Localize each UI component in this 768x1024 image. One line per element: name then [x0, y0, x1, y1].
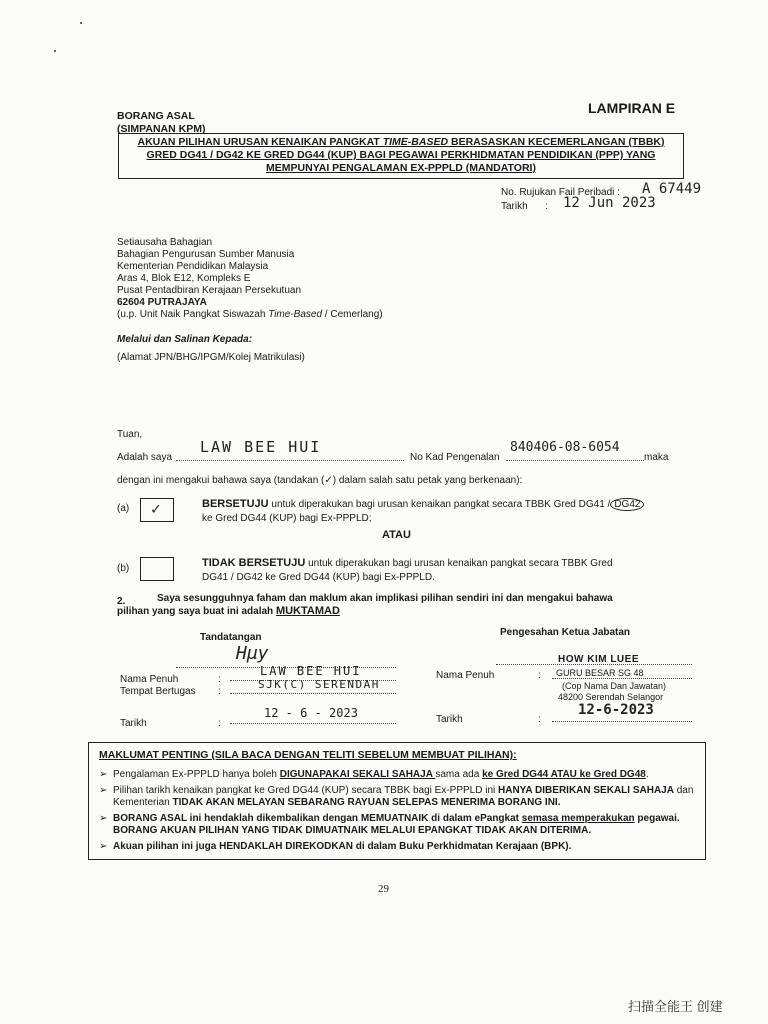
title-part: BERASASKAN KECEMERLANGAN (TBBK)	[448, 136, 665, 148]
name-field-line	[176, 460, 404, 461]
tempat-bertugas-label: Tempat Bertugas	[120, 686, 196, 697]
form-title-line3: MEMPUNYAI PENGALAMAN EX-PPPLD (MANDATORI)	[266, 162, 536, 174]
muktamad: MUKTAMAD	[275, 605, 340, 617]
stamp-address: 48200 Serendah Selangor	[558, 692, 664, 702]
point-2-part: pilihan yang saya buat ini adalah	[117, 606, 276, 617]
check-mark: ✓	[151, 499, 161, 518]
tidak-bersetuju-label: TIDAK BERSETUJU	[202, 557, 306, 569]
page-number: 29	[378, 883, 389, 895]
b1-part: Pengalaman Ex-PPPLD hanya boleh	[113, 769, 280, 780]
nama-penuh-label: Nama Penuh	[120, 674, 179, 685]
tarikh-line-left	[230, 723, 396, 724]
melalui-text: (Alamat JPN/BHG/IPGM/Kolej Matrikulasi)	[117, 352, 305, 363]
b1-bold: ke Gred DG44 ATAU ke Gred DG48	[482, 769, 646, 780]
date-sep: :	[545, 201, 548, 212]
option-a-label: (a)	[117, 503, 130, 514]
kj-nama-label: Nama Penuh	[436, 670, 495, 681]
b3-part: pegawai. BORANG AKUAN PILIHAN YANG TIDAK DIMUATNAIK MELALUI EPANGKAT TIDAK AKAN DITERIMA.	[113, 813, 680, 836]
colon: :	[218, 718, 221, 729]
option-b-line2: DG41 / DG42 ke Gred DG44 (KUP) bagi Ex-PPPLD.	[202, 572, 435, 583]
address-line: Bahagian Pengurusan Sumber Manusia	[117, 249, 295, 260]
b1-part: .	[645, 769, 649, 780]
kj-name-line	[552, 678, 692, 679]
address-line: Setiausaha Bahagian	[117, 237, 213, 248]
option-a-checkbox[interactable]	[140, 498, 174, 522]
b2-bold: TIDAK AKAN MELAYAN SEBARANG RAYUAN SELEPAS MENERIMA BORANG INI.	[172, 797, 561, 808]
option-b-label: (b)	[117, 563, 130, 574]
tempat-line	[230, 693, 396, 694]
ref-label: No. Rujukan Fail Peribadi :	[501, 187, 620, 198]
title-part: AKUAN PILIHAN URUSAN KENAIKAN PANGKAT	[137, 136, 383, 148]
info-heading: MAKLUMAT PENTING (SILA BACA DENGAN TELITI SEBELUM MEMBUAT PILIHAN):	[99, 749, 517, 761]
ic-field-line	[506, 460, 644, 461]
b1-part: sama ada	[435, 769, 483, 780]
adalah-saya: Adalah saya	[117, 452, 173, 463]
address-note	[117, 309, 383, 321]
melalui-heading: Melalui dan Salinan Kepada:	[117, 334, 253, 345]
simpanan-kpm: (SIMPANAN KPM)	[117, 123, 206, 135]
salutation: Tuan,	[117, 429, 143, 440]
info-bullet-3	[99, 813, 695, 837]
lampiran-e: LAMPIRAN E	[588, 100, 676, 116]
tarikh-value-right: 12-6-2023	[578, 702, 654, 718]
note-italic: Time-Based	[268, 309, 323, 320]
b2-bold: HANYA DIBERIKAN SEKALI SAHAJA	[498, 785, 674, 796]
scan-speck	[80, 22, 82, 24]
ic-number-handwritten: 840406-08-6054	[510, 440, 620, 455]
info-bullet-4: ➢ Akuan pilihan ini juga HENDAKLAH DIREKODKAN di dalam Buku Perkhidmatan Kerajaan (BPK).	[99, 841, 695, 853]
option-a-line1	[202, 497, 692, 512]
stamp-jawatan: GURU BESAR SG 48	[556, 668, 644, 678]
kad-pengenalan-label: No Kad Pengenalan	[410, 452, 500, 463]
date-label: Tarikh	[501, 201, 528, 212]
tarikh-label-right: Tarikh	[436, 714, 463, 725]
atau-divider: ATAU	[382, 529, 411, 541]
point-2-line1: Saya sesungguhnya faham dan maklum akan implikasi pilihan sendiri ini dan mengakui bahawa	[157, 593, 613, 604]
colon: :	[218, 686, 221, 697]
point-2-line2	[117, 605, 677, 618]
applicant-name-handwritten: LAW BEE HUI	[200, 438, 322, 456]
colon: :	[218, 674, 221, 685]
tarikh-line-right	[552, 721, 692, 722]
address-block	[117, 237, 383, 321]
info-bullet-1	[99, 769, 695, 781]
stamp-cop-note: (Cop Nama Dan Jawatan)	[562, 681, 667, 691]
important-info-box	[88, 742, 706, 860]
note-part: / Cemerlang)	[322, 309, 383, 320]
applicant-full-name: LAW BEE HUI	[260, 664, 362, 678]
form-title-box	[118, 133, 684, 179]
info-bullets	[99, 769, 695, 853]
tarikh-label-left: Tarikh	[120, 718, 147, 729]
instruction-text: dengan ini mengakui bahawa saya (tandakan (✓) dalam salah satu petak yang berkenaan):	[117, 475, 523, 486]
address-line: 62604 PUTRAJAYA	[117, 297, 207, 308]
form-title-line2: GRED DG41 / DG42 KE GRED DG44 (KUP) BAGI PEGAWAI PERKHIDMATAN PENDIDIKAN (PPP) YANG	[146, 149, 656, 161]
b2-part: Pilihan tarikh kenaikan pangkat ke Gred DG44 (KUP) secara TBBK bagi Ex-PPPLD ini	[113, 785, 498, 796]
option-a-line2: ke Gred DG44 (KUP) bagi Ex-PPPLD;	[202, 513, 372, 524]
info-bullet-2	[99, 785, 695, 809]
address-line: Aras 4, Blok E12, Kompleks E	[117, 273, 251, 284]
maka: maka	[644, 452, 669, 463]
bersetuju-label: BERSETUJU	[202, 498, 269, 510]
scanner-watermark: 扫描全能王 创建	[628, 999, 723, 1014]
option-a-text	[202, 497, 692, 526]
option-b-part: untuk diperakukan bagi urusan kenaikan pangkat secara TBBK Gred	[305, 558, 613, 569]
b2-part: dan Kementerian	[113, 785, 694, 808]
tandatangan-heading: Tandatangan	[200, 632, 262, 643]
b1-bold: DIGUNAPAKAI SEKALI SAHAJA	[279, 769, 436, 780]
tempat-bertugas-value: SJK(C) SERENDAH	[258, 678, 380, 691]
scan-speck	[54, 50, 56, 52]
kj-name-stamp: HOW KIM LUEE	[558, 654, 639, 665]
note-part: (u.p. Unit Naik Pangkat Siswazah	[117, 309, 269, 320]
point-2-text	[117, 592, 677, 618]
colon: :	[538, 670, 541, 681]
b3-part: BORANG ASAL ini hendaklah dikembalikan dengan MEMUATNAIK di dalam ePangkat	[113, 813, 522, 824]
borang-asal: BORANG ASAL	[117, 110, 195, 122]
option-b-line1	[202, 556, 692, 571]
title-italic: TIME-BASED	[382, 136, 449, 148]
address-line: Kementerian Pendidikan Malaysia	[117, 261, 269, 272]
ref-value: A 67449	[642, 181, 702, 197]
circled-dg42: DG42	[610, 498, 644, 511]
form-title-line1	[119, 136, 683, 149]
date-value: 12 Jun 2023	[563, 195, 656, 211]
applicant-signature: Hμy	[236, 643, 269, 664]
option-b-text	[202, 556, 692, 585]
address-line: Pusat Pentadbiran Kerajaan Persekutuan	[117, 285, 302, 296]
option-b-checkbox[interactable]	[140, 557, 174, 581]
point-2-number: 2.	[117, 596, 126, 607]
tarikh-value-left: 12 - 6 - 2023	[264, 706, 358, 720]
b3-underline: semasa memperakukan	[521, 813, 635, 824]
option-a-part: untuk diperakukan bagi urusan kenaikan pangkat secara TBBK Gred DG41 /	[268, 499, 611, 510]
colon: :	[538, 714, 541, 725]
pengesahan-heading: Pengesahan Ketua Jabatan	[500, 627, 631, 638]
